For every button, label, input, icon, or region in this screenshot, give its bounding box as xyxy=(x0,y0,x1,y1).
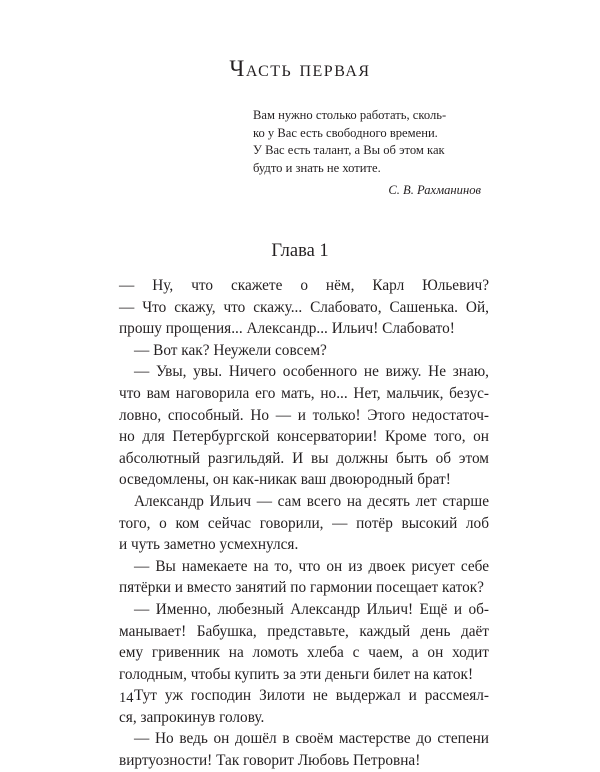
text-line: — Что скажу, что скажу... Слабовато, Сашенька. Ой, xyxy=(119,298,489,316)
text-line: — Именно, любезный Александр Ильич! Ещё и об- xyxy=(134,600,489,618)
text-line: и чуть заметно усмехнулся. xyxy=(119,536,299,554)
text-line: Тут уж господин Зилоти не выдержал и рассмеял- xyxy=(134,687,489,705)
epigraph-line: будто и знать не хотите. xyxy=(253,160,381,175)
page-number: 14 xyxy=(119,690,134,706)
epigraph-line: У Вас есть талант, а Вы об этом как xyxy=(253,143,445,157)
epigraph-line: ко у Вас есть свободного времени. xyxy=(253,125,438,140)
text-line: но для Петербургской консерватории! Кроме того, он xyxy=(119,428,489,446)
text-line: — Вы намекаете на то, что он из двоек рисует себе xyxy=(134,557,489,575)
text-line: осведомлены, он как-никак ваш двоюродный брат! xyxy=(119,471,451,489)
text-line: пятёрки и вместо занятий по гармонии посещает каток? xyxy=(119,579,484,597)
text-line: ся, запрокинув голову. xyxy=(119,708,265,726)
text-line: ловно, способный. Но — и только! Этого недостаточ- xyxy=(119,406,489,424)
text-line: — Увы, увы. Ничего особенного не вижу. Не знаю, xyxy=(134,363,489,381)
text-line: виртуозности! Так говорит Любовь Петровна! xyxy=(119,752,421,770)
epigraph-line: Вам нужно столько работать, сколь- xyxy=(253,108,447,122)
text-line: ему гривенник на ломоть хлеба с чаем, а он ходит xyxy=(119,644,489,662)
text-line: прошу прощения... Александр... Ильич! Слабовато! xyxy=(119,320,455,338)
epigraph-author: С. В. Рахманинов xyxy=(388,183,481,197)
epigraph xyxy=(253,107,503,200)
chapter-title: Глава 1 xyxy=(271,241,329,261)
part-title: Часть первая xyxy=(229,56,371,81)
text-line: того, о ком сейчас говорили, — потёр высокий лоб xyxy=(119,514,489,532)
text-line: что вам наговорила его мать, но... Нет, мальчик, безус- xyxy=(119,384,489,402)
text-line: Александр Ильич — сам всего на десять лет старше xyxy=(134,492,489,510)
text-line: голодным, чтобы купить за эти деньги билет на каток! xyxy=(119,665,474,683)
body-text xyxy=(119,275,489,772)
text-line: манывает! Бабушка, представьте, каждый день даёт xyxy=(119,622,489,640)
text-line: — Ну, что скажете о нём, Карл Юльевич? xyxy=(119,277,489,294)
text-line: абсолютный разгильдяй. И вы должны быть об этом xyxy=(119,449,489,467)
text-line: — Вот как? Неужели совсем? xyxy=(134,341,327,359)
text-line: — Но ведь он дошёл в своём мастерстве до степени xyxy=(134,730,489,748)
